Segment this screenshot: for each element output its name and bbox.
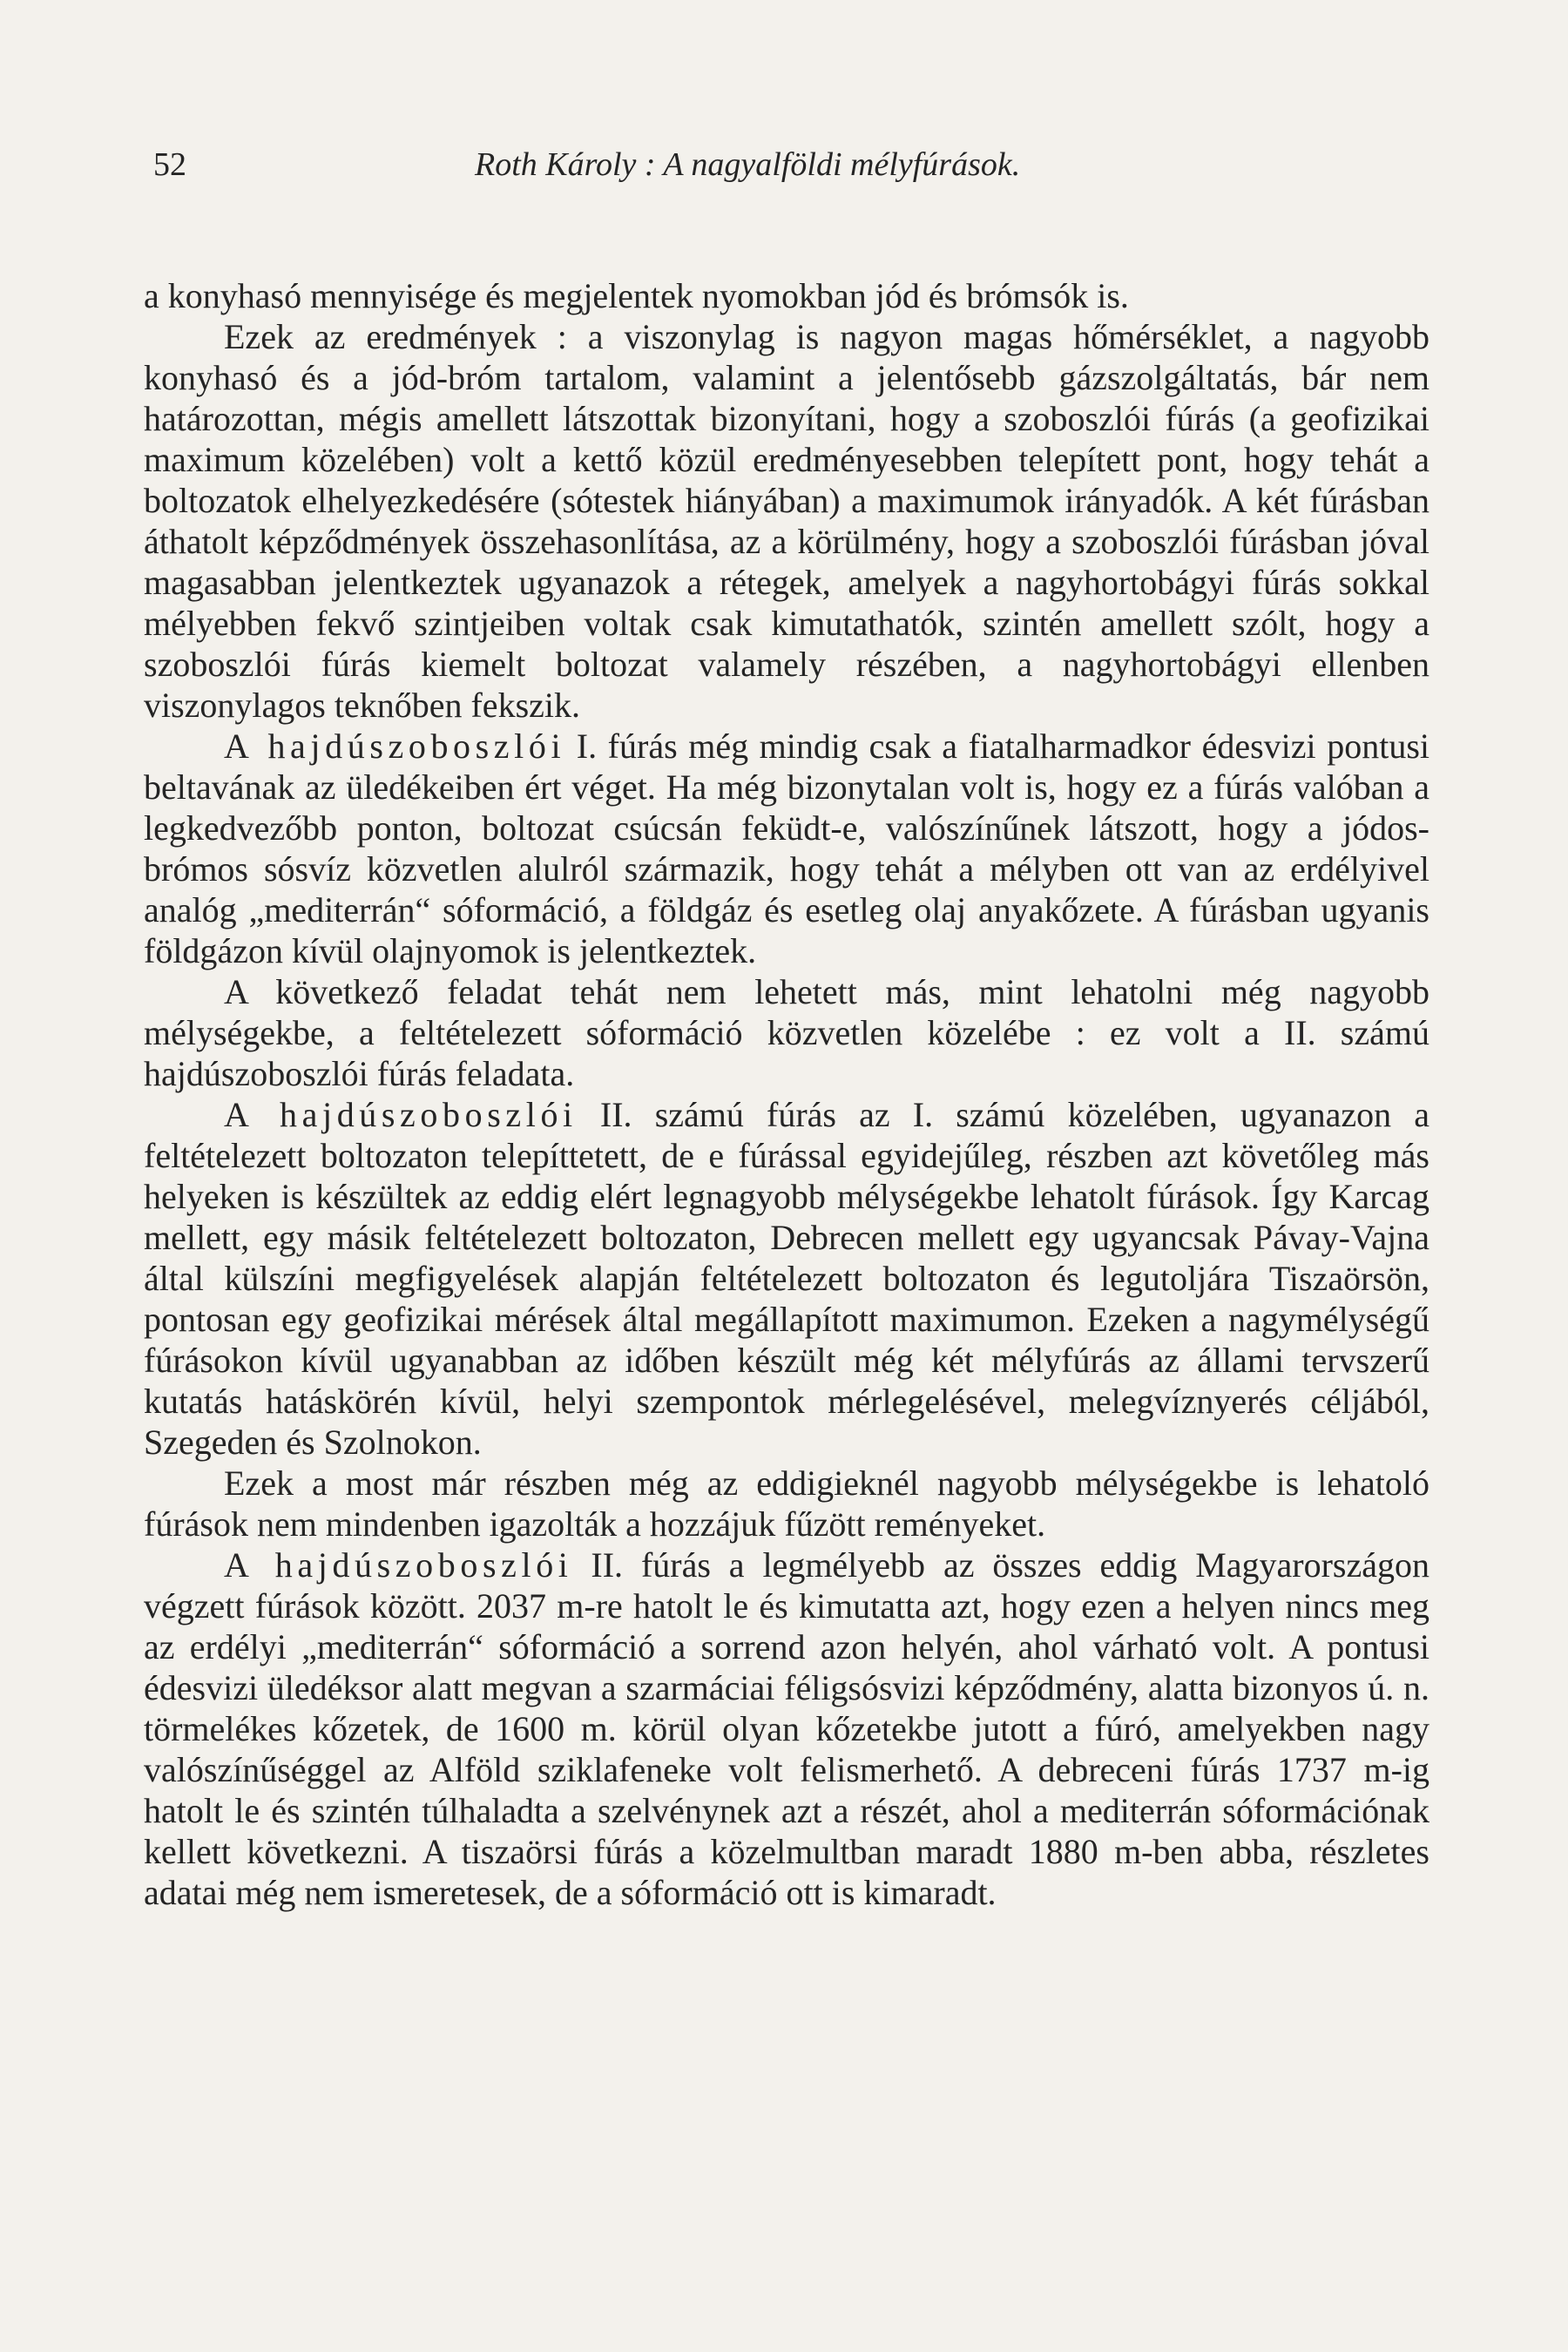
paragraph-lead: A hajdúszoboszlói	[224, 1545, 573, 1585]
page-number: 52	[153, 146, 186, 183]
body-text	[144, 275, 1429, 1913]
running-head: Roth Károly : A nagyalföldi mélyfúrások.	[475, 146, 1021, 183]
paragraph	[144, 1094, 1429, 1463]
paragraph-text: II. fúrás a legmélyebb az összes eddig Magyarországon végzett fúrások között. 2037 m-re hatolt le és kimutatta azt, hogy ezen a helyen nincs meg az erdélyi „mediterrán“ sóformáció a sorrend azon helyén, ahol várható volt. A pontusi édesvizi üledéksor alatt megvan a szarmáciai féligsósvizi képződmény, alatta bizonyos ú. n. törmelékes kőzetek, de 1600 m. körül olyan kőzetekbe jutott a fúró, amelyekben nagy valószínűséggel az Alföld sziklafeneke volt felismerhető. A debreceni fúrás 1737 m-ig hatolt le és szintén túlhaladta a szelvénynek azt a részét, ahol a mediterrán sóformációnak kellett következni. A tiszaörsi fúrás a közelmultban maradt 1880 m-ben abba, részletes adatai még nem ismeretesek, de a sóformáció ott is kimaradt.	[144, 1545, 1429, 1912]
paragraph-text: II. számú fúrás az I. számú közelében, ugyanazon a feltételezett boltozaton telepíttetett, de e fúrással egyidejűleg, részben azt követőleg más helyeken is készültek az eddig elért legnagyobb mélységekbe lehatolt fúrások. Így Karcag mellett, egy másik feltételezett boltozaton, Debrecen mellett egy ugyancsak Pávay-Vajna által külszíni megfigyelések alapján feltételezett boltozaton és legutoljára Tiszaörsön, pontosan egy geofizikai mérések által megállapított maximumon. Ezeken a nagymélységű fúrásokon kívül ugyanabban az időben készült még két mélyfúrás az állami tervszerű kutatás hatáskörén kívül, helyi szempontok mérlegelésével, melegvíznyerés céljából, Szegeden és Szolnokon.	[144, 1095, 1429, 1462]
paragraph-text: Ezek az eredmények : a viszonylag is nagyon magas hőmérséklet, a nagyobb konyhasó és a jód-bróm tartalom, valamint a jelentősebb gázszolgáltatás, bár nem határozottan, mégis amellett látszottak bizonyítani, hogy a szoboszlói fúrás (a geofizikai maximum közelében) volt a kettő közül eredményesebben telepített pont, hogy tehát a boltozatok elhelyezkedésére (sótestek hiányában) a maximumok irányadók. A két fúrásban áthatolt képződmények összehasonlítása, az a körülmény, hogy a szoboszlói fúrásban jóval magasabban jelentkeztek ugyanazok a rétegek, amelyek a nagyhortobágyi fúrás sokkal mélyebben fekvő szintjeiben voltak csak kimutathatók, szintén amellett szólt, hogy a szoboszlói fúrás kiemelt boltozat valamely részében, a nagyhortobágyi ellenben viszonylagos teknőben fekszik.	[144, 317, 1429, 725]
paragraph	[144, 316, 1429, 726]
paragraph-text: a konyhasó mennyisége és megjelentek nyomokban jód és brómsók is.	[144, 276, 1129, 315]
paragraph-lead: A hajdúszoboszlói	[224, 1095, 578, 1134]
paragraph-text: I. fúrás még mindig csak a fiatalharmadkor édesvizi pontusi beltavának az üledékeiben ért véget. Ha még bizonytalan volt is, hogy ez a fúrás valóban a legkedvezőbb ponton, boltozat csúcsán feküdt-e, valószínűnek látszott, hogy a jódos-brómos sósvíz közvetlen alulról származik, hogy tehát a mélyben ott van az erdélyivel analóg „mediterrán“ sóformáció, a földgáz és esetleg olaj anyakőzete. A fúrásban ugyanis földgázon kívül olajnyomok is jelentkeztek.	[144, 727, 1429, 970]
paragraph-lead: A hajdúszoboszlói	[224, 727, 566, 766]
paragraph	[144, 1544, 1429, 1913]
paragraph-text: A következő feladat tehát nem lehetett más, mint lehatolni még nagyobb mélységekbe, a feltételezett sóformáció közvetlen közelébe : ez volt a II. számú hajdúszoboszlói fúrás feladata.	[144, 972, 1429, 1093]
paragraph-text: Ezek a most már részben még az eddigieknél nagyobb mélységekbe is lehatoló fúrások nem mindenben igazolták a hozzájuk fűzött reményeket.	[144, 1463, 1429, 1544]
paragraph	[144, 971, 1429, 1094]
paragraph	[144, 726, 1429, 971]
paragraph	[144, 1463, 1429, 1544]
paragraph	[144, 275, 1429, 316]
